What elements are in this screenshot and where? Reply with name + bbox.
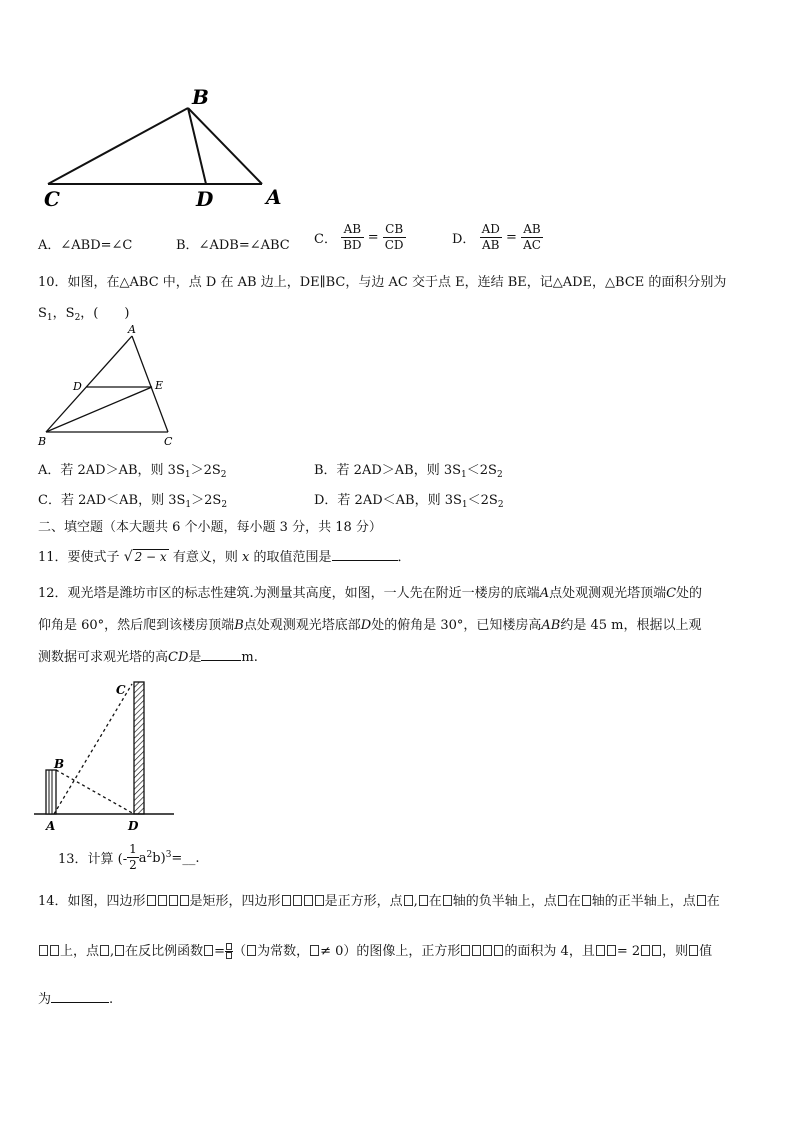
q14-text: ）的图像上，正方形 [343,944,461,959]
denominator: CD [384,238,404,252]
q13-text: =__. [171,850,200,866]
numerator: AD [481,222,500,236]
option-text: B．若 2AD＞AB，则 3S [314,463,462,478]
subscript: 2 [497,500,504,510]
missing-glyph-icon [293,895,302,906]
q9-option-a [38,234,132,253]
q12-line3 [38,646,258,665]
missing-glyph-icon [204,945,213,956]
q14-text: 是正方形，点 [324,894,403,909]
q11 [38,546,411,565]
missing-glyph-icon [689,945,698,956]
missing-glyph-icon [226,943,232,950]
answer-blank[interactable] [201,648,241,661]
q14-text: 在 [567,894,581,909]
numerator: AB [521,222,543,238]
missing-glyph-icon [607,945,616,956]
radicand: 2 − x [134,550,167,564]
label-b: B [38,435,47,448]
q14-text: 值 [699,944,713,959]
q14-text: 是矩形，四边形 [189,894,281,909]
s2-subscript: 2 [74,313,81,323]
q14-text: 上，点 [60,944,100,959]
q14-text: 在 [428,894,442,909]
missing-glyph-icon [310,945,319,956]
option-letter: B． [176,238,199,253]
q14-text: 14．如图，四边形 [38,894,146,909]
q10-option-c [38,489,227,510]
subscript: 2 [221,500,228,510]
q12-text: 仰角是 60°，然后爬到该楼房顶端 [38,618,235,633]
missing-glyph-icon [304,895,313,906]
q12-text: 12．观光塔是潍坊市区的标志性建筑.为测量其高度，如图，一人先在附近一楼房的底端 [38,586,540,601]
option-text: ＜2S [466,463,497,478]
label-b: B [54,757,65,771]
missing-glyph-icon [558,895,567,906]
missing-glyph-icon [247,945,256,956]
option-letter: D． [452,232,476,247]
q14-text: 轴的负半轴上，点 [452,894,557,909]
q12-text: m. [241,650,258,665]
option-text: A．若 2AD＞AB，则 3S [38,463,185,478]
q12-text: 约是 45 m，根据以上观 [560,618,702,633]
q13 [58,842,199,873]
missing-glyph-icon [461,945,470,956]
subscript: 1 [461,470,467,480]
q12-text: 点处观测观光塔底部 [243,618,361,633]
option-letter: C． [314,232,337,247]
missing-glyph-icon [39,945,48,956]
missing-glyph-icon [226,952,232,959]
s1-symbol: S [38,306,47,321]
answer-blank[interactable] [332,548,398,561]
tower [134,682,144,814]
exponent: 2 [146,849,153,860]
missing-glyph-icon [180,895,189,906]
option-text: ∠ABD=∠C [60,238,133,253]
segment-ab: AB [541,618,561,633]
q14-text: 轴的正半轴上，点 [591,894,696,909]
label-a: A [266,185,282,209]
q9-option-b [176,234,290,253]
missing-glyph-icon [100,945,109,956]
q14-text: . [109,992,114,1007]
missing-glyph-icon [472,945,481,956]
fraction-one-half [127,842,139,873]
segment-ba [188,108,262,184]
numerator: 1 [129,842,137,856]
point-c: C [666,586,677,601]
q9-option-c [314,222,406,253]
not-equal-zero: ≠ 0 [320,944,344,959]
sightline-ac [54,684,132,814]
q11-text: 11．要使式子 [38,550,120,565]
denominator: 2 [129,858,137,872]
equals-sign: = [367,230,379,245]
label-e: E [155,379,164,392]
missing-glyph-icon [115,945,124,956]
label-d: D [73,380,82,393]
q14-line1 [38,890,720,909]
segment-cb [48,108,188,184]
q12-text: 测数据可求观光塔的高 [38,650,169,665]
fraction-ab-ac [521,222,543,253]
triangle-figure-1 [36,84,296,214]
subscript: 2 [220,470,227,480]
q9-option-d [452,222,543,253]
fraction-ab-bd [341,222,363,253]
option-text: ＜2S [467,493,498,508]
option-letter: A． [38,238,61,253]
denominator: AB [481,238,500,252]
close-paren: ) [160,850,166,866]
segment-cd: CD [168,650,189,665]
q12-line2 [38,614,701,633]
base-b: b [152,850,161,866]
fraction-cb-cd [383,222,406,253]
point-a: A [539,586,550,601]
missing-glyph-icon [652,945,661,956]
q11-text: ． [397,550,411,565]
fraction-placeholder [225,943,233,960]
numerator: CB [383,222,406,238]
missing-glyph-icon [158,895,167,906]
answer-paren: ，( ) [80,306,130,321]
subscript: 2 [496,470,503,480]
option-text: D．若 2AD＜AB，则 3S [314,493,462,508]
point-b: B [234,618,244,633]
q12-text: 处的俯角是 30°，已知楼房高 [371,618,542,633]
q14-line2 [38,940,712,960]
missing-glyph-icon [147,895,156,906]
q14-text: 在 [706,894,720,909]
base-a: a [138,850,147,866]
label-d: D [196,187,214,211]
s1-subscript: 1 [46,313,53,323]
variable-x: x [242,550,250,565]
equals-two: = 2 [616,944,641,959]
label-c: C [116,683,126,697]
segment-ab [46,336,132,432]
q14-text: （ [233,944,247,959]
numerator: AB [341,222,363,238]
option-text: ＞2S [190,463,221,478]
exponent: 3 [165,849,172,860]
q14-text: 的面积为 4，且 [504,944,595,959]
q14-text: 在反比例函数 [125,944,204,959]
label-c: C [44,187,60,211]
building [46,770,56,814]
q12-text: 是 [188,650,202,665]
q10-option-d [314,489,504,510]
q10-option-b [314,459,503,480]
separator: ， [52,306,66,321]
subscript: 1 [185,500,192,510]
denominator: AC [523,238,541,252]
missing-glyph-icon [641,945,650,956]
subscript: 1 [184,470,191,480]
q11-text: 的取值范围是 [253,550,332,565]
segment-be [46,387,152,432]
subscript: 1 [461,500,468,510]
q14-text: 为 [38,992,52,1007]
missing-glyph-icon [404,895,413,906]
section-heading: 二、填空题（本大题共 6 个小题，每小题 3 分，共 18 分） [38,520,382,535]
q13-text: 13．计算 (- [58,852,128,867]
fraction-ad-ab [480,222,502,253]
label-a: A [128,323,136,336]
q14-text: , [110,944,115,959]
equals-sign: = [506,230,517,245]
option-text: ＞2S [191,493,222,508]
s2-symbol: S [65,306,75,321]
triangle-figure-q10 [34,322,194,450]
missing-glyph-icon [315,895,324,906]
option-text: ∠ADB=∠ABC [198,238,290,253]
missing-glyph-icon [443,895,452,906]
segment-bd [188,108,206,184]
label-b: B [192,85,209,109]
tower-figure [34,674,184,834]
missing-glyph-icon [697,895,706,906]
label-d: D [128,819,139,833]
q11-text: 有意义，则 [172,550,238,565]
missing-glyph-icon [50,945,59,956]
q13-expression [139,851,200,866]
answer-blank[interactable] [51,990,109,1003]
missing-glyph-icon [169,895,178,906]
missing-glyph-icon [483,945,492,956]
label-a: A [46,819,56,833]
q10-stem-line2 [38,302,129,323]
q14-line3 [38,988,113,1007]
q14-text: , [413,894,418,909]
point-d: D [360,618,372,633]
option-text: C．若 2AD＜AB，则 3S [38,493,186,508]
q12-text: 点处观测观光塔顶端 [549,586,667,601]
missing-glyph-icon [282,895,291,906]
q10-stem-line1: 10．如图，在△ABC 中，点 D 在 AB 边上，DE∥BC，与边 AC 交于点 E，连结 BE，记△ADE，△BCE 的面积分别为 [38,275,727,290]
q10-option-a [38,459,227,480]
q12-line1 [38,582,702,601]
missing-glyph-icon [596,945,605,956]
missing-glyph-icon [494,945,503,956]
q14-text: ，则 [662,944,689,959]
sqrt-icon: √ [123,549,133,565]
q14-text: 为常数， [257,944,310,959]
equals-sign: = [214,944,226,959]
missing-glyph-icon [419,895,428,906]
denominator: BD [343,238,362,252]
q12-text: 处的 [676,586,703,601]
label-c: C [164,435,173,448]
missing-glyph-icon [582,895,591,906]
